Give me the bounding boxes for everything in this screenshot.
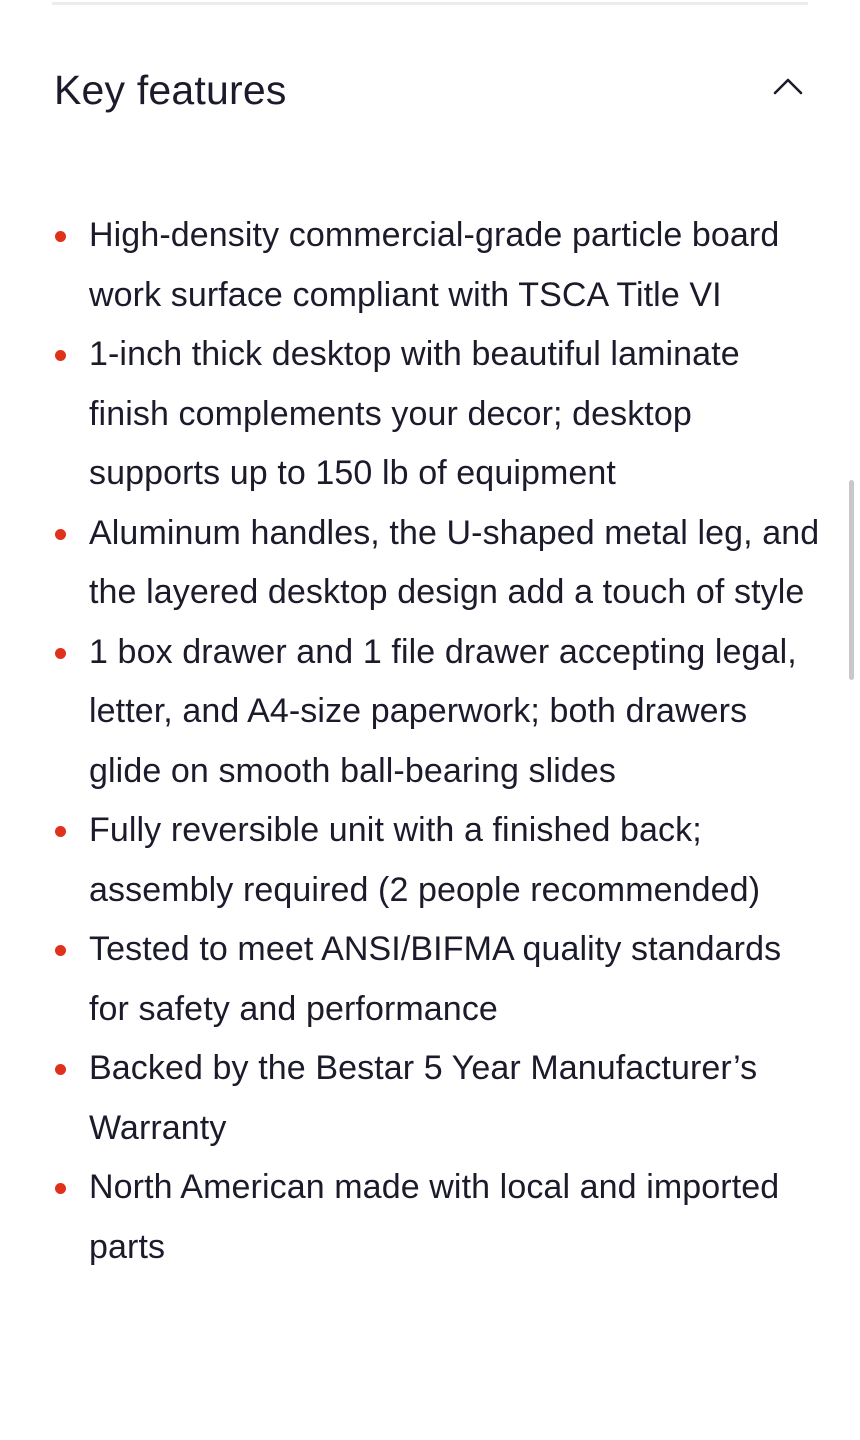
list-item [54,920,824,1039]
feature-text: Tested to meet ANSI/BIFMA quality standards for safety and performance [89,930,782,1028]
bullet-icon [55,350,66,361]
list-item [54,1039,824,1158]
bullet-icon [55,1064,66,1075]
bullet-icon [55,1183,66,1194]
bullet-icon [55,648,66,659]
feature-text: North American made with local and imported parts [89,1168,780,1266]
list-item [54,206,824,325]
top-divider [52,2,808,5]
chevron-up-icon[interactable] [772,70,804,102]
list-item [54,623,824,802]
bullet-icon [55,529,66,540]
bullet-icon [55,826,66,837]
scrollbar[interactable] [849,480,854,680]
list-item [54,504,824,623]
section-title: Key features [54,66,287,113]
bullet-icon [55,231,66,242]
feature-text: High-density commercial-grade particle board work surface compliant with TSCA Title VI [89,216,780,314]
feature-text: Fully reversible unit with a finished back; assembly required (2 people recommended) [89,811,761,909]
list-item [54,325,824,504]
feature-text: Aluminum handles, the U-shaped metal leg, and the layered desktop design add a touch of style [89,513,820,611]
list-item [54,801,824,920]
bullet-icon [55,945,66,956]
list-item [54,1158,824,1277]
feature-text: 1 box drawer and 1 file drawer accepting legal, letter, and A4-size paperwork; both drawers glide on smooth ball-bearing slides [89,632,797,790]
feature-text: 1-inch thick desktop with beautiful laminate finish complements your decor; desktop supports up to 150 lb of equipment [89,335,740,492]
key-features-accordion-header[interactable] [54,50,808,130]
key-features-list [54,206,824,1277]
feature-text: Backed by the Bestar 5 Year Manufacturer’s Warranty [89,1049,758,1147]
